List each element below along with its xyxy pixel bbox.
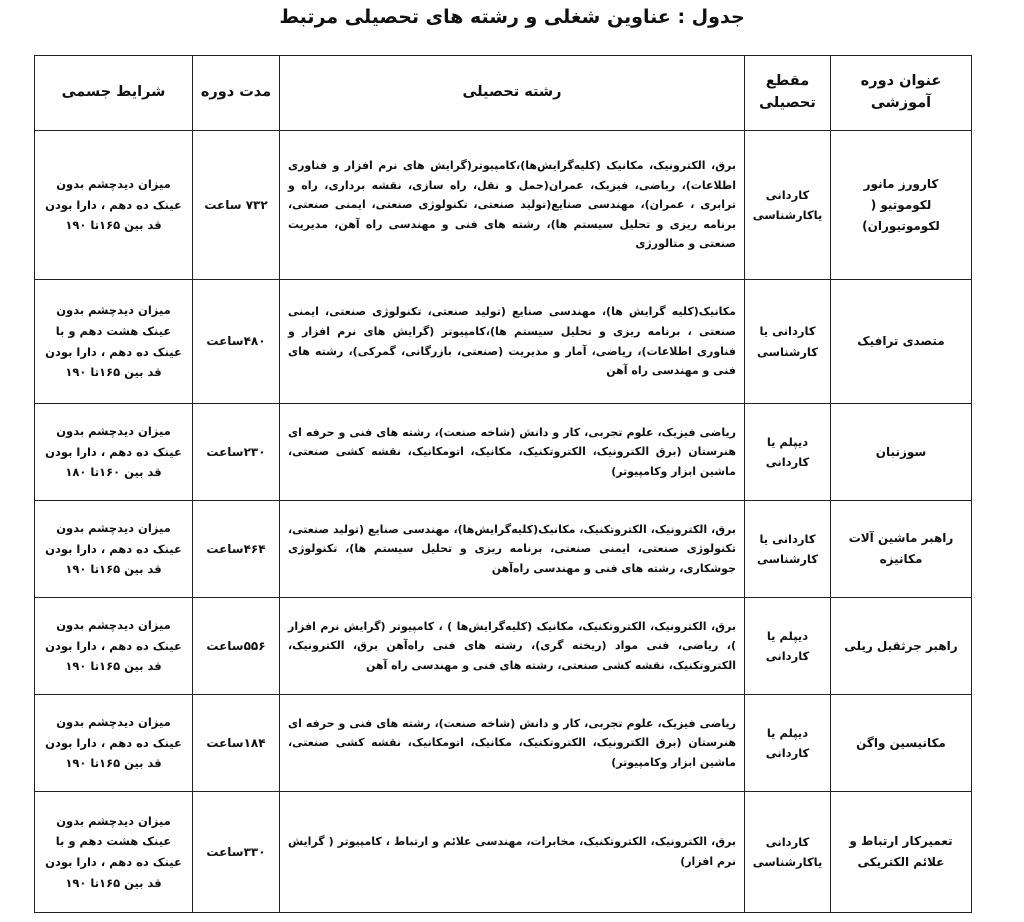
table-row (35, 695, 972, 792)
cell-degree: دیپلم یا کاردانی (745, 404, 831, 501)
job-fields-table (34, 55, 972, 913)
header-fields: رشته تحصیلی (280, 56, 745, 131)
cell-fields: برق، الکترونیک، مکانیک (کلیه‌گرایش‌ها)،کامپیوتر(گرایش های نرم افزار و فناوری اطلاعات)، ریاضی، فیزیک، عمران(حمل و نقل، راه سازی، نقشه برداری، راه و ترابری ، عمران)، مهندسی صنایع(تولید صنعتی، تکنولوژی صنعتی، ایمنی صنعتی، برنامه ریزی و تحلیل سیستم ها)، رشته های فنی و مهندسی راه آهن، مدیریت صنعتی و متالورژی (280, 131, 745, 280)
page-title: جدول : عناوین شغلی و رشته های تحصیلی مرتبط (279, 6, 745, 28)
cell-fields: مکانیک(کلیه گرایش ها)، مهندسی صنایع (تولید صنعتی، تکنولوژی صنعتی، ایمنی صنعتی ، برنامه ریزی و تحلیل سیستم ها)،کامپیوتر (گرایش های نرم افزار و فناوری اطلاعات)، ریاضی، آمار و مدیریت (صنعتی، بازرگانی، گمرکی)، رشته های فنی و مهندسی راه آهن (280, 280, 745, 404)
cell-physical: میزان دیدچشم بدون عینک ده دهم ، دارا بودن قد بین ۱۶۰تا ۱۸۰ (35, 404, 193, 501)
cell-physical: میزان دیدچشم بدون عینک ده دهم ، دارا بودن قد بین ۱۶۵تا ۱۹۰ (35, 695, 193, 792)
cell-degree: دیپلم یا کاردانی (745, 598, 831, 695)
header-degree: مقطع تحصیلی (745, 56, 831, 131)
header-course-title: عنوان دوره آموزشی (831, 56, 972, 131)
cell-course-title: مکانیسین واگن (831, 695, 972, 792)
cell-course-title: متصدی ترافیک (831, 280, 972, 404)
cell-course-title: تعمیرکار ارتباط و علائم الکتریکی (831, 792, 972, 913)
cell-degree: دیپلم یا کاردانی (745, 695, 831, 792)
cell-duration: ۵۵۶ساعت (193, 598, 280, 695)
cell-physical: میزان دیدچشم بدون عینک ده دهم ، دارا بودن قد بین ۱۶۵تا ۱۹۰ (35, 501, 193, 598)
cell-fields: ریاضی فیزیک، علوم تجربی، کار و دانش (شاخه صنعت)، رشته های فنی و حرفه ای هنرستان (برق الکترونیک، الکتروتکنیک، مکانیک، اتومکانیک، نقشه کشی صنعتی، ماشین ابزار وکامپیوتر) (280, 695, 745, 792)
cell-degree: کاردانی یا کارشناسی (745, 280, 831, 404)
cell-fields: برق، الکترونیک، الکتروتکنیک، مخابرات، مهندسی علائم و ارتباط ، کامپیوتر ( گرایش نرم افزار) (280, 792, 745, 913)
cell-duration: ۴۸۰ساعت (193, 280, 280, 404)
cell-duration: ۷۳۲ ساعت (193, 131, 280, 280)
cell-fields: برق، الکترونیک، الکتروتکنیک، مکانیک (کلیه‌گرایش‌ها ) ، کامپیوتر (گرایش نرم افزار )، ریاضی، فنی مواد (ریخته گری)، رشته های فنی راه‌آهن برق، الکترونیک، الکتروتکنیک، نقشه کشی صنعتی، رشته های فنی و مهندسی راه آهن (280, 598, 745, 695)
cell-degree: کاردانی یاکارشناسی (745, 131, 831, 280)
cell-degree: کاردانی یاکارشناسی (745, 792, 831, 913)
table-row (35, 792, 972, 913)
cell-fields: برق، الکترونیک، الکتروتکنیک، مکانیک(کلیه‌گرایش‌ها)، مهندسی صنایع (تولید صنعتی، تکنولوژی صنعتی، ایمنی صنعتی، برنامه ریزی و تحلیل سیستم ها)، تکنولوژی جوشکاری، رشته های فنی و مهندسی راه‌آهن (280, 501, 745, 598)
cell-physical: میزان دیدچشم بدون عینک ده دهم ، دارا بودن قد بین ۱۶۵تا ۱۹۰ (35, 598, 193, 695)
cell-fields: ریاضی فیزیک، علوم تجربی، کار و دانش (شاخه صنعت)، رشته های فنی و حرفه ای هنرستان (برق الکترونیک، الکتروتکنیک، مکانیک، اتومکانیک، نقشه کشی صنعتی، ماشین ابزار وکامپیوتر) (280, 404, 745, 501)
table-row (35, 280, 972, 404)
cell-duration: ۳۳۰ساعت (193, 792, 280, 913)
cell-course-title: راهبر ماشین آلات مکانیزه (831, 501, 972, 598)
table-row (35, 598, 972, 695)
cell-degree: کاردانی یا کارشناسی (745, 501, 831, 598)
table-row (35, 501, 972, 598)
table-header-row (35, 56, 972, 131)
cell-course-title: کارورز مانور لکوموتیو ( لکوموتیوران) (831, 131, 972, 280)
table-row (35, 131, 972, 280)
cell-duration: ۲۳۰ساعت (193, 404, 280, 501)
cell-physical: میزان دیدچشم بدون عینک هشت دهم و با عینک ده دهم ، دارا بودن قد بین ۱۶۵تا ۱۹۰ (35, 792, 193, 913)
header-duration: مدت دوره (193, 56, 280, 131)
cell-physical: میزان دیدچشم بدون عینک ده دهم ، دارا بودن قد بین ۱۶۵تا ۱۹۰ (35, 131, 193, 280)
cell-duration: ۱۸۴ساعت (193, 695, 280, 792)
cell-course-title: سوزنبان (831, 404, 972, 501)
cell-physical: میزان دیدچشم بدون عینک هشت دهم و با عینک ده دهم ، دارا بودن قد بین ۱۶۵تا ۱۹۰ (35, 280, 193, 404)
cell-duration: ۴۶۴ساعت (193, 501, 280, 598)
cell-course-title: راهبر جرثقیل ریلی (831, 598, 972, 695)
header-physical: شرایط جسمی (35, 56, 193, 131)
table-row (35, 404, 972, 501)
